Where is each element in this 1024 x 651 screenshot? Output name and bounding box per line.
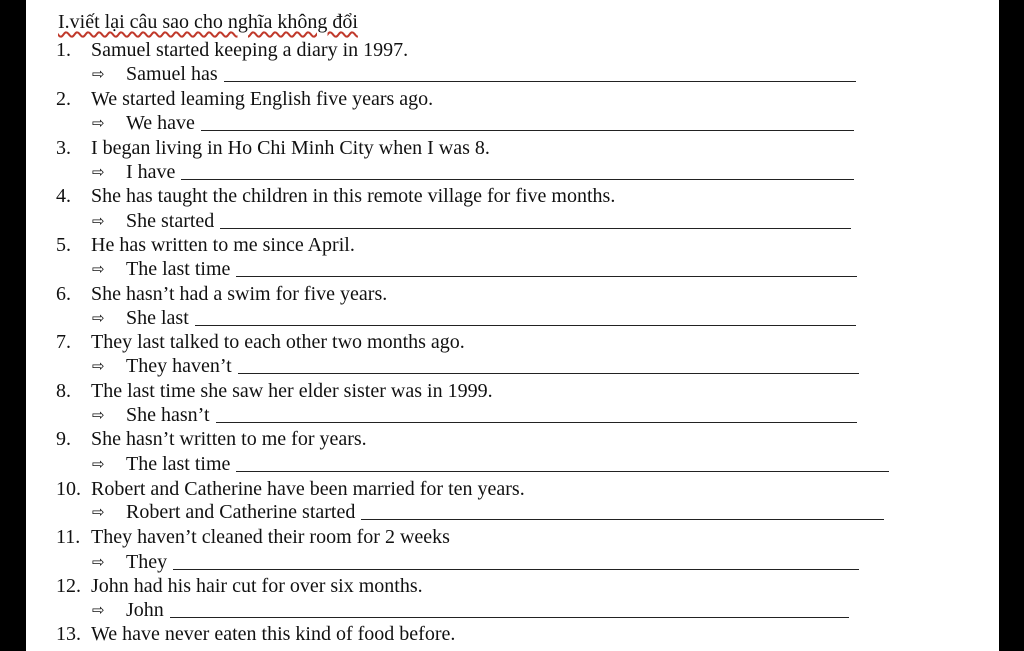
answer-blank[interactable] [236,276,857,277]
question-text: She has taught the children in this remote village for five months. [91,185,616,207]
question-number: 13. [56,623,81,645]
answer-blank[interactable] [224,81,856,82]
rewrite-prompt: Samuel has [126,63,218,85]
answer-blank[interactable] [181,179,854,180]
answer-blank[interactable] [201,130,854,131]
rewrite-prompt: The last time [126,258,231,280]
question-text: They haven’t cleaned their room for 2 weeks [91,526,450,548]
question-text: She hasn’t written to me for years. [91,428,367,450]
rewrite-line [26,257,999,281]
question-text: We started leaming English five years ago. [91,88,434,110]
rewrite-line [26,354,999,378]
rewrite-line [26,306,999,330]
question-number: 3. [56,137,71,159]
question-number: 11. [56,526,81,548]
rewrite-line [26,209,999,233]
rewrite-line [26,598,999,622]
rewrite-prompt: Robert and Catherine started [126,501,356,523]
rewrite-line [26,500,999,524]
question-number: 12. [56,575,81,597]
answer-blank[interactable] [216,422,857,423]
rewrite-line [26,550,999,574]
rewrite-prompt: She last [126,307,189,329]
question-number: 10. [56,478,81,500]
arrow-right-icon: ⇨ [92,553,105,571]
rewrite-line [26,403,999,427]
question-number: 4. [56,185,71,207]
question-text: They last talked to each other two months ago. [91,331,465,353]
rewrite-prompt: They [126,551,168,573]
rewrite-line [26,111,999,135]
rewrite-line [26,160,999,184]
answer-blank[interactable] [236,471,889,472]
question-number: 8. [56,380,71,402]
answer-blank[interactable] [361,519,884,520]
rewrite-prompt: I have [126,161,176,183]
worksheet-page [26,0,999,651]
question-number: 5. [56,234,71,256]
question-text: She hasn’t had a swim for five years. [91,283,388,305]
question-number: 9. [56,428,71,450]
arrow-right-icon: ⇨ [92,260,105,278]
rewrite-line [26,62,999,86]
rewrite-prompt: The last time [126,453,231,475]
arrow-right-icon: ⇨ [92,503,105,521]
question-text: John had his hair cut for over six months. [91,575,423,597]
arrow-right-icon: ⇨ [92,309,105,327]
answer-blank[interactable] [173,569,859,570]
rewrite-prompt: She hasn’t [126,404,210,426]
arrow-right-icon: ⇨ [92,601,105,619]
arrow-right-icon: ⇨ [92,65,105,83]
question-text: Samuel started keeping a diary in 1997. [91,39,409,61]
question-number: 6. [56,283,71,305]
answer-blank[interactable] [220,228,851,229]
question-text: We have never eaten this kind of food before. [91,623,456,645]
worksheet-title: I.viết lại câu sao cho nghĩa không đổi [58,11,358,33]
rewrite-prompt: John [126,599,164,621]
question-text: I began living in Ho Chi Minh City when I was 8. [91,137,490,159]
arrow-right-icon: ⇨ [92,212,105,230]
rewrite-line [26,452,999,476]
answer-blank[interactable] [170,617,849,618]
rewrite-prompt: We have [126,112,195,134]
question-text: Robert and Catherine have been married for ten years. [91,478,525,500]
question-text: The last time she saw her elder sister was in 1999. [91,380,493,402]
arrow-right-icon: ⇨ [92,406,105,424]
arrow-right-icon: ⇨ [92,357,105,375]
arrow-right-icon: ⇨ [92,114,105,132]
question-text: He has written to me since April. [91,234,355,256]
arrow-right-icon: ⇨ [92,455,105,473]
answer-blank[interactable] [238,373,859,374]
question-number: 1. [56,39,71,61]
rewrite-prompt: She started [126,210,215,232]
arrow-right-icon: ⇨ [92,163,105,181]
rewrite-prompt: They haven’t [126,355,232,377]
question-number: 2. [56,88,71,110]
question-number: 7. [56,331,71,353]
answer-blank[interactable] [195,325,856,326]
